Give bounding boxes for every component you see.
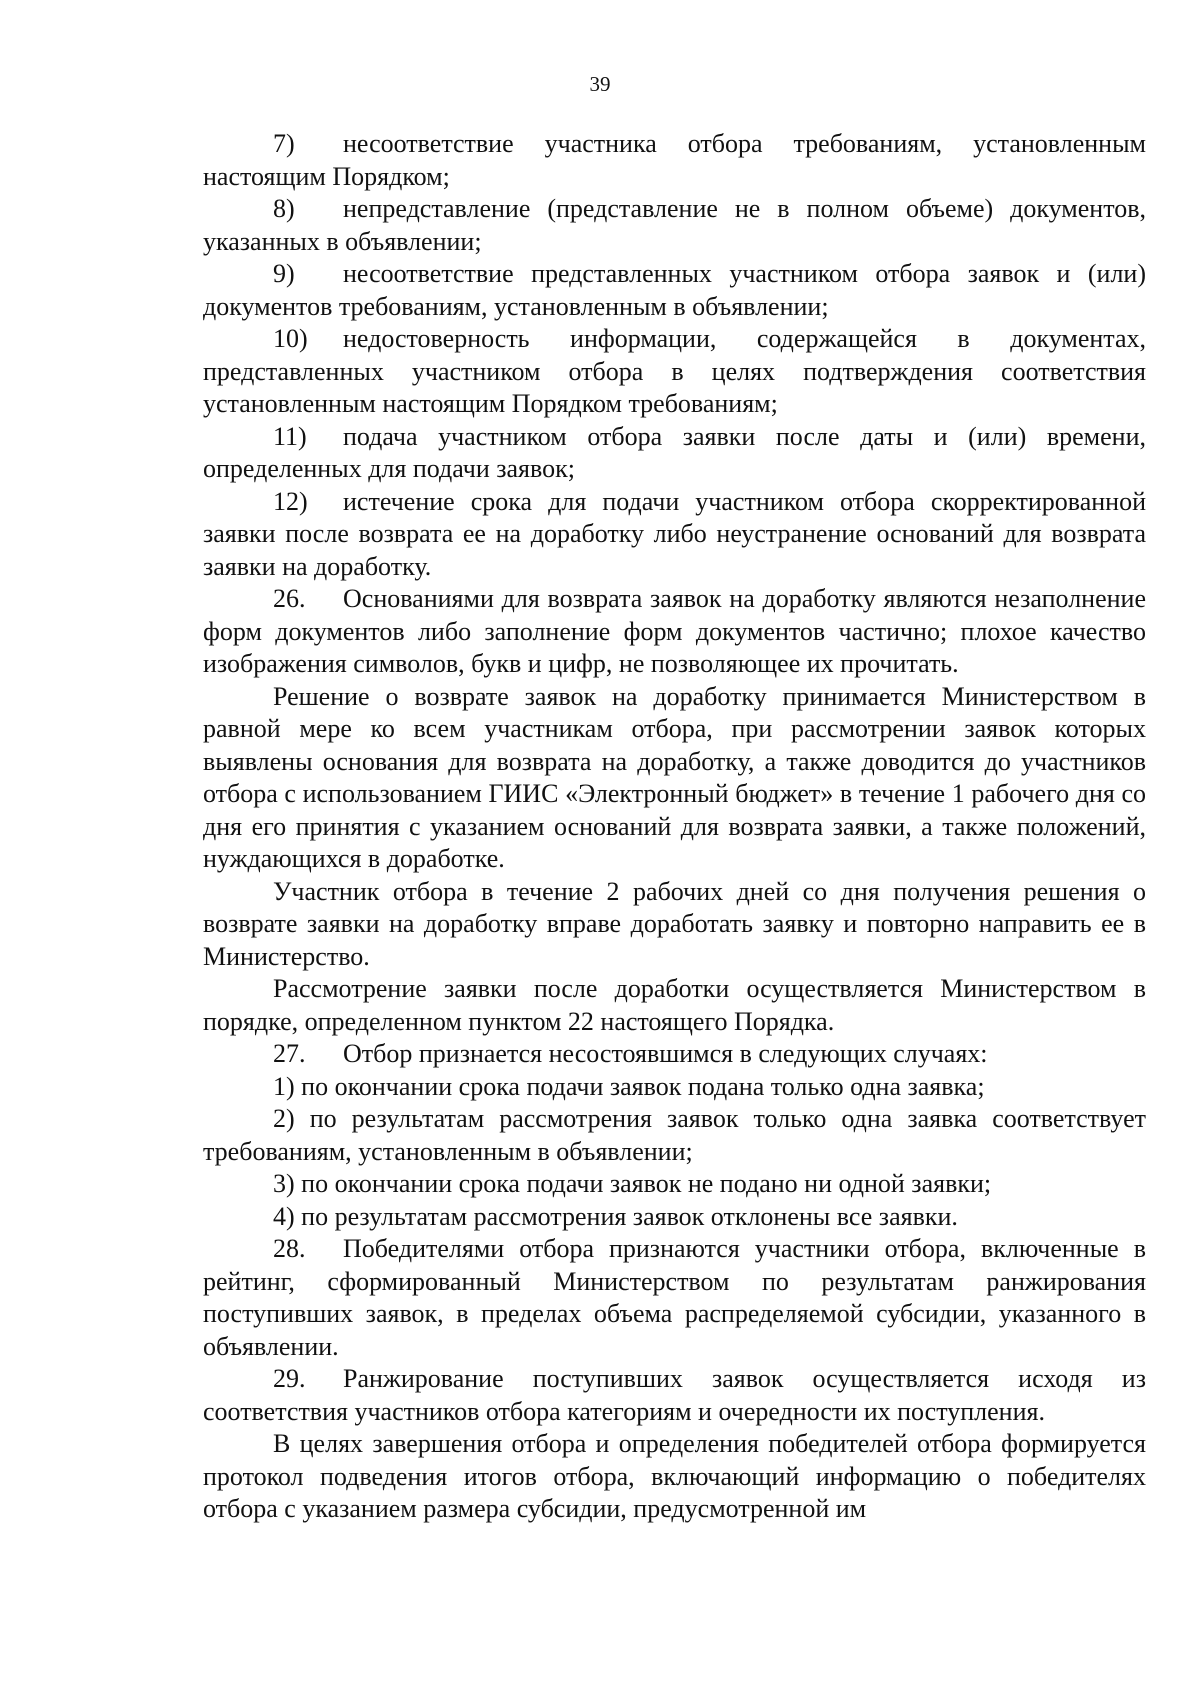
- item-number: 11): [273, 421, 307, 451]
- paragraph-case-3: [203, 1168, 1146, 1201]
- paragraph-text: В целях завершения отбора и определения победителей отбора формируется протокол подведения итогов отбора, включающий информацию о победителях отбора с указанием размера субсидии, предусмотренной им: [203, 1429, 1146, 1523]
- paragraph-text: Победителями отбора признаются участники отбора, включенные в рейтинг, сформированный Министерством по результатам ранжирования поступивших заявок, в пределах объема распределяемой субсидии, указанного в объявлении.: [203, 1234, 1146, 1361]
- paragraph-item-10: [203, 323, 1146, 421]
- paragraph-text: 4) по результатам рассмотрения заявок отклонены все заявки.: [273, 1201, 958, 1231]
- item-number: 10): [273, 324, 308, 353]
- paragraph-item-8: [203, 193, 1146, 258]
- paragraph-text: Отбор признается несостоявшимся в следующих случаях:: [343, 1039, 988, 1068]
- paragraph-text: подача участником отбора заявки после даты и (или) времени, определенных для подачи заявок;: [203, 421, 1146, 483]
- paragraph-protocol: [203, 1428, 1146, 1526]
- paragraph-text: Ранжирование поступивших заявок осуществляется исходя из соответствия участников отбора категориям и очередности их поступления.: [203, 1364, 1146, 1426]
- page-number: 39: [589, 72, 611, 96]
- item-number: 28.: [273, 1234, 306, 1263]
- paragraph-case-4: [203, 1201, 1146, 1234]
- item-number: 29.: [273, 1364, 306, 1393]
- paragraph-text: недостоверность информации, содержащейся в документах, представленных участником отбора в целях подтверждения соответствия установленным настоящим Порядком требованиям;: [203, 324, 1146, 418]
- paragraph-item-11: [203, 421, 1146, 486]
- paragraph-text: истечение срока для подачи участником отбора скорректированной заявки после возврата ее на доработку либо неустранение оснований для возврата заявки на доработку.: [203, 486, 1146, 581]
- paragraph-item-7: [203, 128, 1146, 193]
- paragraph-item-12: [203, 486, 1146, 584]
- paragraph-section-27: [203, 1038, 1146, 1071]
- paragraph-text: Решение о возврате заявок на доработку принимается Министерством в равной мере ко всем участникам отбора, при рассмотрении заявок которых выявлены основания для возврата на доработку, а также доводится до участников отбора с использованием ГИИС «Электронный бюджет» в течение 1 рабочего дня со дня его принятия с указанием оснований для возврата заявки, а также положений, нуждающихся в доработке.: [203, 681, 1146, 873]
- paragraph-text: Основаниями для возврата заявок на доработку являются незаполнение форм документов либо заполнение форм документов частично; плохое качество изображения символов, букв и цифр, не позволяющее их прочитать.: [203, 584, 1146, 678]
- paragraph-section-29: [203, 1363, 1146, 1428]
- paragraph-item-9: [203, 258, 1146, 323]
- paragraph-section-26: [203, 583, 1146, 681]
- paragraph-case-2: [203, 1103, 1146, 1168]
- paragraph-section-28: [203, 1233, 1146, 1363]
- item-number: 7): [273, 129, 295, 158]
- paragraph-text: 3) по окончании срока подачи заявок не подано ни одной заявки;: [273, 1169, 992, 1198]
- item-number: 9): [273, 259, 295, 288]
- paragraph-text: несоответствие участника отбора требованиям, установленным настоящим Порядком;: [203, 129, 1146, 191]
- paragraph-text: 1) по окончании срока подачи заявок подана только одна заявка;: [273, 1071, 985, 1101]
- paragraph-text: несоответствие представленных участником отбора заявок и (или) документов требованиям, установленным в объявлении;: [203, 259, 1146, 321]
- paragraph-text: 2) по результатам рассмотрения заявок только одна заявка соответствует требованиям, установленным в объявлении;: [203, 1104, 1146, 1166]
- paragraph-review-after-rework: [203, 973, 1146, 1038]
- paragraph-text: Рассмотрение заявки после доработки осуществляется Министерством в порядке, определенном пунктом 22 настоящего Порядка.: [203, 974, 1146, 1036]
- paragraph-text: Участник отбора в течение 2 рабочих дней со дня получения решения о возврате заявки на доработку вправе доработать заявку и повторно направить ее в Министерство.: [203, 876, 1146, 971]
- item-number: 27.: [273, 1039, 306, 1068]
- item-number: 8): [273, 194, 295, 223]
- paragraph-text: непредставление (представление не в полном объеме) документов, указанных в объявлении;: [203, 194, 1146, 256]
- document-body: [203, 128, 1146, 1526]
- item-number: 12): [273, 486, 308, 516]
- item-number: 26.: [273, 584, 306, 613]
- paragraph-return-decision: [203, 681, 1146, 876]
- paragraph-case-1: [203, 1071, 1146, 1104]
- paragraph-participant-rework: [203, 876, 1146, 974]
